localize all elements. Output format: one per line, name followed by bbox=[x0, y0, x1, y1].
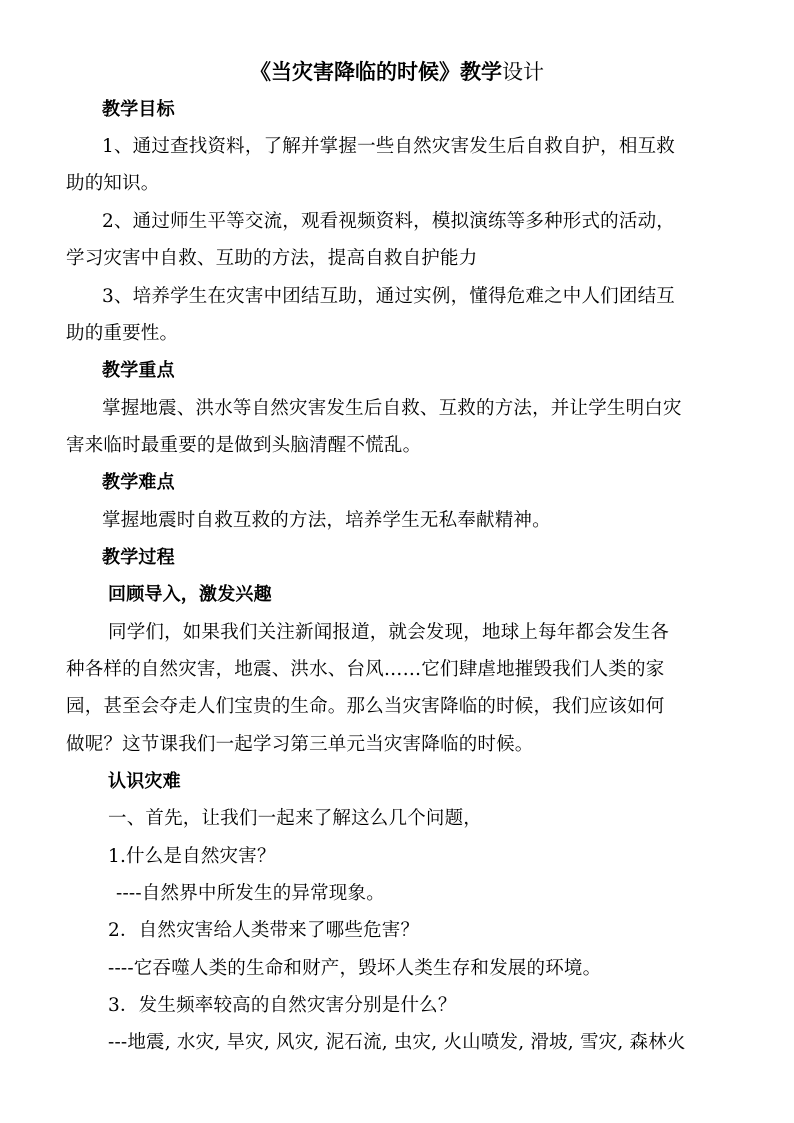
difficulty-heading: 教学难点 bbox=[102, 472, 175, 493]
question-intro: 一、首先，让我们一起来了解这么几个问题， bbox=[108, 808, 483, 829]
know-heading: 认识灾难 bbox=[108, 771, 181, 792]
goals-heading: 教学目标 bbox=[102, 99, 175, 120]
question-3: 3．发生频率较高的自然灾害分别是什么？ bbox=[108, 995, 457, 1016]
goal3-line1: 3、培养学生在灾害中团结互助，通过实例，懂得危难之中人们团结互 bbox=[102, 286, 675, 307]
focus-line1: 掌握地震、洪水等自然灾害发生后自救、互救的方法，并让学生明白灾 bbox=[102, 398, 682, 419]
title-bold: 《当灾害降临的时候》教学 bbox=[250, 59, 502, 84]
goal1-line1: 1、通过查找资料，了解并掌握一些自然灾害发生后自救自护，相互救 bbox=[102, 136, 675, 157]
question-1: 1.什么是自然灾害？ bbox=[108, 846, 276, 867]
title-rest: 设计 bbox=[502, 60, 544, 84]
goal1-line2: 助的知识。 bbox=[66, 173, 160, 194]
answer-2: ----它吞噬人类的生命和财产，毁坏人类生存和发展的环境。 bbox=[108, 958, 602, 979]
goal2-line1: 2、通过师生平等交流，观看视频资料，模拟演练等多种形式的活动， bbox=[102, 211, 675, 232]
answer-3: ---地震, 水灾, 旱灾, 风灾, 泥石流, 虫灾, 火山喷发, 滑坡, 雪灾, 森林火 bbox=[108, 1032, 686, 1053]
intro-line4: 做呢？这节课我们一起学习第三单元当灾害降临的时候。 bbox=[66, 734, 534, 755]
intro-line2: 种各样的自然灾害，地震、洪水、台风……它们肆虐地摧毁我们人类的家 bbox=[66, 659, 665, 680]
focus-heading: 教学重点 bbox=[102, 360, 175, 381]
answer-1: ----自然界中所发生的异常现象。 bbox=[116, 883, 385, 904]
goal2-line2: 学习灾害中自救、互助的方法，提高自救自护能力 bbox=[66, 248, 478, 269]
intro-line3: 园，甚至会夺走人们宝贵的生命。那么当灾害降临的时候，我们应该如何 bbox=[66, 696, 665, 717]
intro-line1: 同学们，如果我们关注新闻报道，就会发现，地球上每年都会发生各 bbox=[108, 622, 670, 643]
document-title bbox=[0, 58, 794, 86]
process-heading: 教学过程 bbox=[102, 547, 175, 568]
question-2: 2．自然灾害给人类带来了哪些危害？ bbox=[108, 920, 420, 941]
goal3-line2: 助的重要性。 bbox=[66, 323, 179, 344]
difficulty-line1: 掌握地震时自救互救的方法，培养学生无私奉献精神。 bbox=[102, 510, 551, 531]
review-heading: 回顾导入，激发兴趣 bbox=[108, 584, 272, 605]
focus-line2: 害来临时最重要的是做到头脑清醒不慌乱。 bbox=[66, 435, 422, 456]
